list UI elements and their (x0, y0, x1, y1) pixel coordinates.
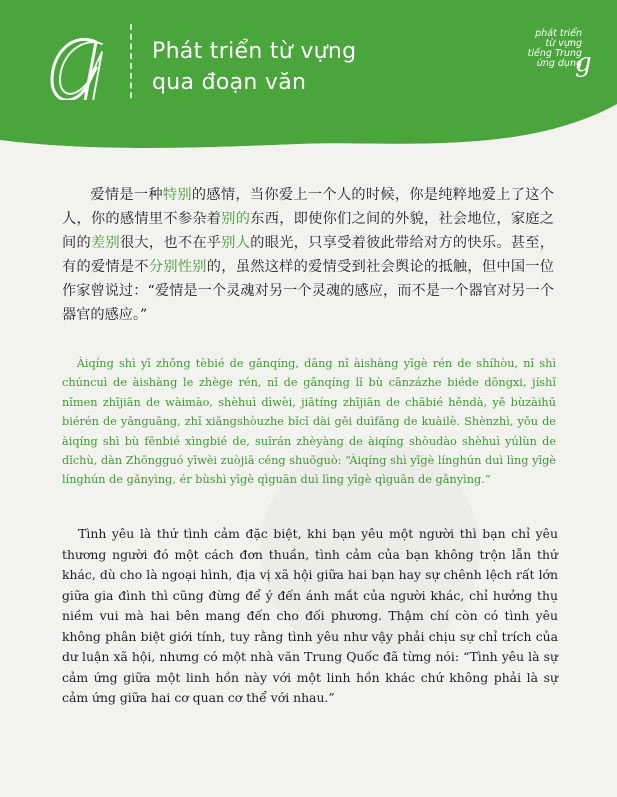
highlight-word: 分别性别 (148, 259, 207, 275)
highlight-word: 别的 (221, 211, 251, 227)
page-title (152, 36, 356, 98)
badge-line-2: từ vựng (545, 38, 582, 49)
header-curve (0, 100, 617, 160)
badge-letter-logo: g (575, 48, 592, 78)
badge-line-3: tiếng Trung (527, 48, 582, 59)
title-line-1: Phát triển từ vựng (152, 39, 357, 64)
pinyin-text: Àiqíng shì yī zhǒng tèbié de gǎnqíng, dāng nǐ àishàng yīgè rén de shíhòu, nǐ shì chúncuì de àishàng le zhège rén, nǐ de gǎnqíng lǐ bù cānzázhe biéde dōngxi, jíshǐ nǐmen zhījiān de wàimào, shèhuì dìwèi, jiātíng zhījiān de chābié hěndà, yě bùzàihū biérén de yǎnguāng, zhǐ xiǎngshòuzhe bǐcǐ dài gěi duìfāng de kuàilè. Shènzhì, yǒu de àiqíng shì bù fēnbié xìngbié de, suīrán zhèyàng de àiqíng shòudào shèhuì yúlùn de dǐchù, dàn Zhōngguó yīwèi zuòjiā céng shuōguò: “Àiqíng shì yīgè línghún duì lìng yīgè línghún de gǎnyìng, ér bùshì yīgè qìguān duì lìng yīgè qìguān de gǎnyìng.” (62, 357, 556, 487)
highlight-word: 别人 (221, 235, 251, 251)
highlight-word: 特别 (162, 187, 192, 203)
badge-line-1: phát triển (535, 28, 582, 39)
highlight-word: 差别 (90, 235, 120, 251)
vietnamese-text: Tình yêu là thứ tình cảm đặc biệt, khi bạn yêu một người thì bạn chỉ yêu thương người đó một cách đơn thuần, tình cảm của bạn không trộn lẫn thứ khác, dù cho là ngoại hình, địa vị xã hội giữa hai bạn hay sự chênh lệch rất lớn giữa gia đình thì cũng đừng để ý đến ánh mắt của người khác, chỉ hưởng thụ niềm vui mà hai bên mang đến cho đối phương. Thậm chí còn có tình yêu không phân biệt giới tính, tuy rằng tình yêu như vậy phải chịu sự chỉ trích của dư luận xã hội, nhưng có một nhà văn Trung Quốc đã từng nói: “Tình yêu là sự cảm ứng giữa một linh hồn này với một linh hồn khác chứ không phải là sự cảm ứng giữa hai cơ quan cơ thể với nhau.” (62, 526, 558, 705)
badge-line-4: ứng dụng (536, 58, 582, 69)
series-badge (512, 29, 582, 69)
chinese-passage: 爱情是一种特别的感情，当你爱上一个人的时候，你是纯粹地爱上了这个人，你的感情里不参杂着别的东西，即使你们之间的外貌，社会地位，家庭之间的差别很大，也不在乎别人的眼光，只享受着彼此带给对方的快乐。甚至，有的爱情是不分别性别的，虽然这样的爱情受到社会舆论的抵触，但中国一位作家曾说过：“爱情是一个灵魂对另一个灵魂的感应，而不是一个器官对另一个器官的感应。” (62, 187, 554, 323)
page-header (0, 0, 617, 140)
header-divider (130, 24, 132, 108)
vietnamese-passage (62, 524, 558, 709)
pinyin-passage (62, 354, 556, 490)
title-line-2: qua đoạn văn (152, 70, 307, 95)
